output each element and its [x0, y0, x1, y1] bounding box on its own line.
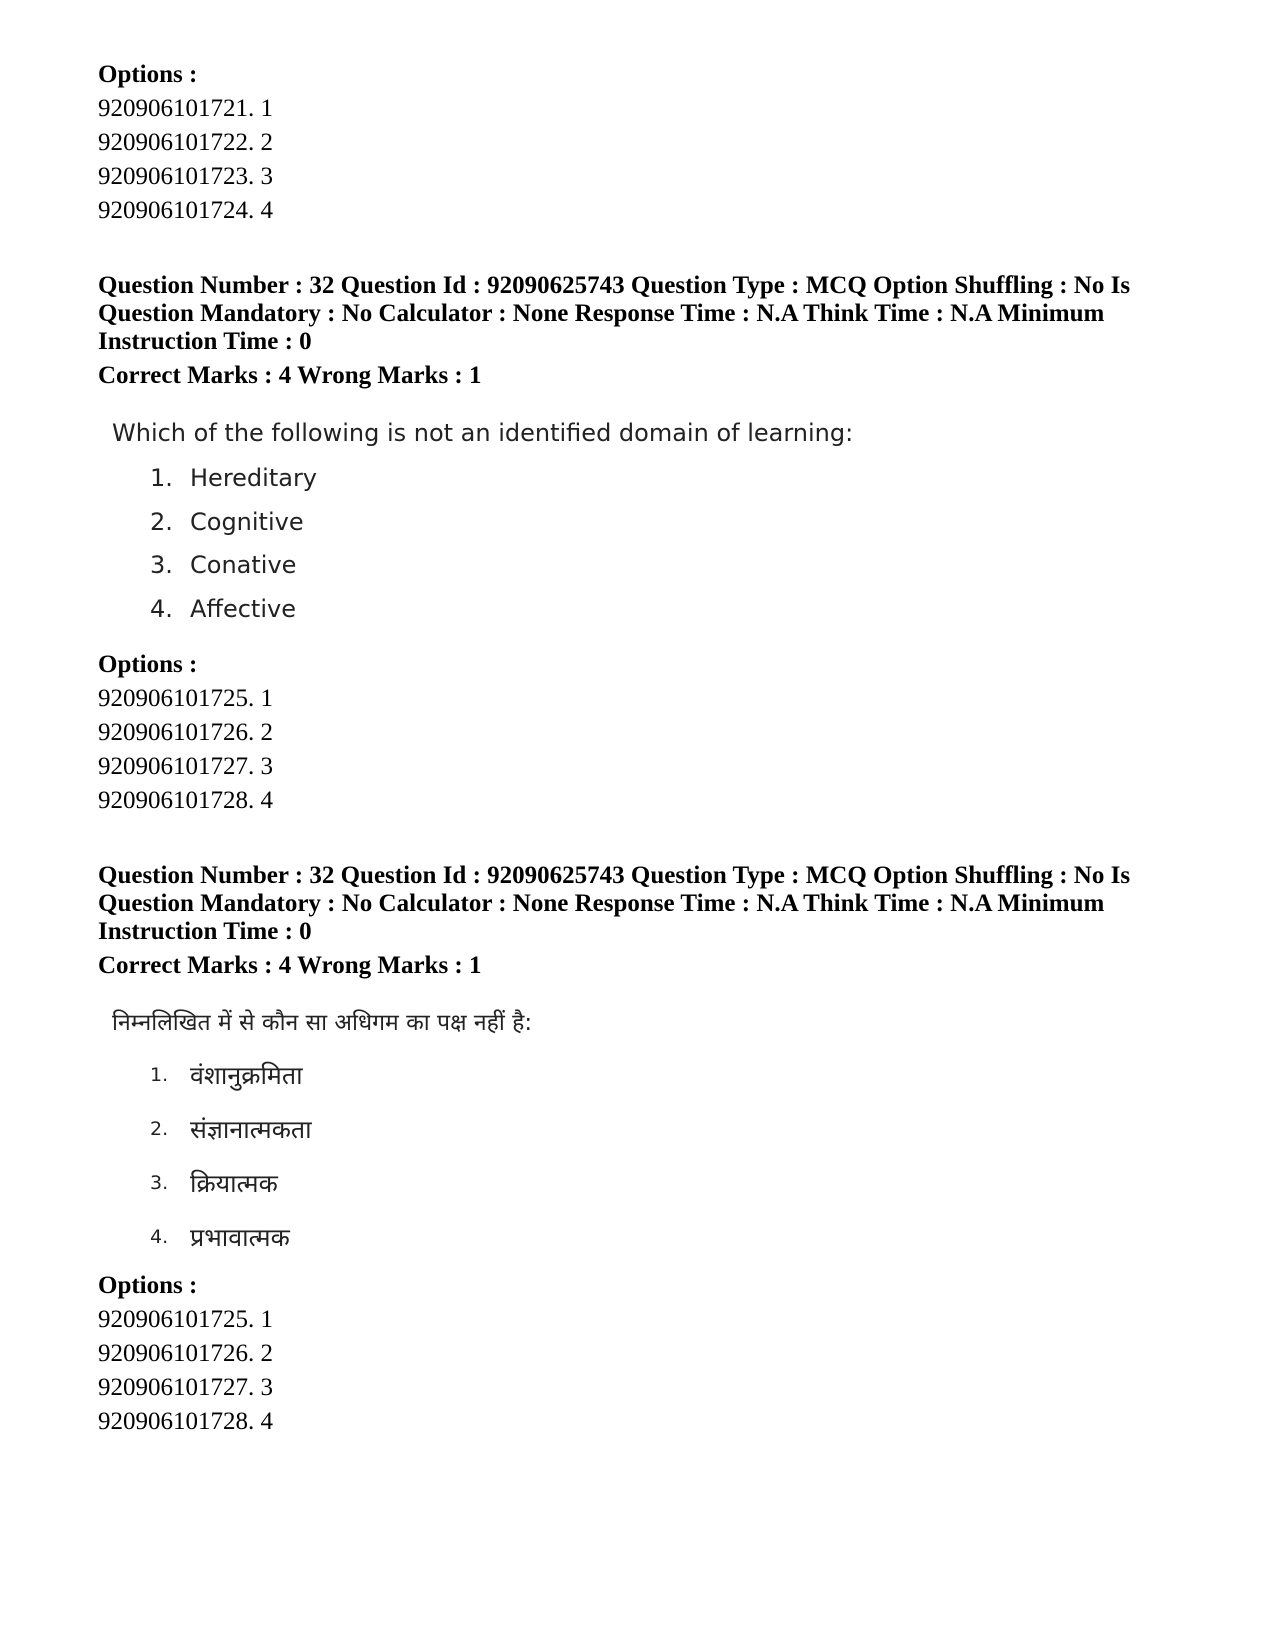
question-2-content — [112, 1008, 532, 1254]
choice-text: Hereditary — [190, 464, 318, 492]
choice-text: Affective — [190, 595, 296, 623]
options-label: Options : — [98, 651, 198, 678]
choice-item — [150, 595, 853, 623]
choice-text: प्रभावात्मक — [190, 1223, 290, 1252]
question-1-content — [112, 418, 853, 623]
choice-number: 3. — [150, 551, 173, 579]
options-label: Options : — [98, 61, 198, 88]
choice-number: 2. — [150, 1118, 169, 1140]
choice-number: 4. — [150, 595, 173, 623]
choice-item — [150, 551, 853, 579]
question-meta-line: Instruction Time : 0 — [98, 328, 312, 355]
option-id: 920906101726. 2 — [98, 1340, 273, 1367]
choice-text: वंशानुक्रमिता — [190, 1061, 303, 1090]
choice-item — [150, 1112, 532, 1146]
choice-number: 2. — [150, 508, 173, 536]
choice-item — [150, 508, 853, 536]
choice-item — [150, 1220, 532, 1254]
option-id: 920906101728. 4 — [98, 787, 273, 814]
marks-line: Correct Marks : 4 Wrong Marks : 1 — [98, 362, 482, 389]
option-id: 920906101724. 4 — [98, 197, 273, 224]
question-stem: निम्नलिखित में से कौन सा अधिगम का पक्ष नहीं है: — [112, 1010, 533, 1036]
options-block-top — [98, 58, 1198, 228]
choice-text: संज्ञानात्मकता — [190, 1115, 312, 1144]
option-id: 920906101722. 2 — [98, 129, 273, 156]
marks-line: Correct Marks : 4 Wrong Marks : 1 — [98, 952, 482, 979]
option-id: 920906101726. 2 — [98, 719, 273, 746]
choice-text: Conative — [190, 551, 297, 579]
question-stem: Which of the following is not an identified domain of learning: — [112, 419, 854, 447]
choice-item — [150, 1166, 532, 1200]
choice-text: क्रियात्मक — [190, 1169, 278, 1198]
option-id: 920906101727. 3 — [98, 753, 273, 780]
options-label: Options : — [98, 1272, 198, 1299]
option-id: 920906101725. 1 — [98, 685, 273, 712]
question-1-options — [98, 648, 1198, 818]
question-1-header — [98, 272, 1198, 390]
option-id: 920906101725. 1 — [98, 1306, 273, 1333]
choice-number: 4. — [150, 1226, 169, 1248]
question-2-header — [98, 862, 1198, 980]
choice-number: 1. — [150, 464, 173, 492]
choice-text: Cognitive — [190, 508, 304, 536]
option-id: 920906101728. 4 — [98, 1408, 273, 1435]
option-id: 920906101723. 3 — [98, 163, 273, 190]
question-meta-line: Question Number : 32 Question Id : 92090625743 Question Type : MCQ Option Shuffling : No Is — [98, 862, 1131, 889]
option-id: 920906101727. 3 — [98, 1374, 273, 1401]
question-2-options — [98, 1269, 1198, 1439]
choice-item — [150, 1058, 532, 1092]
question-meta-line: Question Number : 32 Question Id : 92090625743 Question Type : MCQ Option Shuffling : No Is — [98, 272, 1131, 299]
option-id: 920906101721. 1 — [98, 95, 273, 122]
question-meta-line: Question Mandatory : No Calculator : None Response Time : N.A Think Time : N.A Minimum — [98, 890, 1105, 917]
question-meta-line: Question Mandatory : No Calculator : None Response Time : N.A Think Time : N.A Minimum — [98, 300, 1105, 327]
choice-number: 3. — [150, 1172, 169, 1194]
question-meta-line: Instruction Time : 0 — [98, 918, 312, 945]
choice-item — [150, 464, 853, 492]
choice-number: 1. — [150, 1064, 169, 1086]
